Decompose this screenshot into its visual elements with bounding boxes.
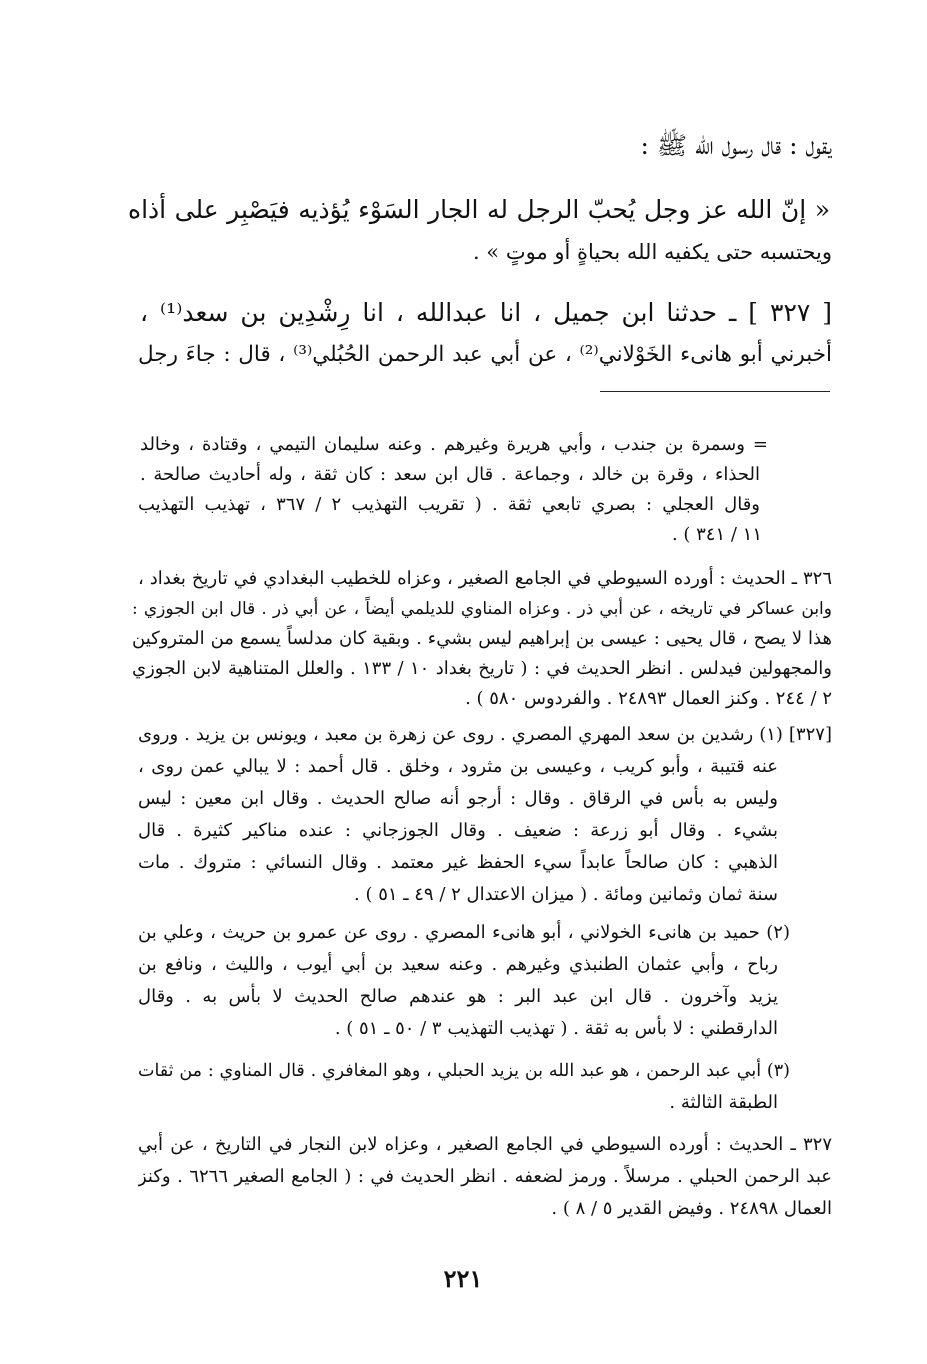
- main-text-line: أخبرني أبو هانىء الخَوْلاني⁽²⁾ ، عن أبي عبد الرحمن الحُبُلي⁽³⁾ ، قال : جاءَ رجل: [138, 342, 832, 367]
- footnote-line: ١١ / ٣٤١ ) .: [671, 524, 762, 545]
- footnote-line: هذا لا يصح ، قال يحيى : عيسى بن إبراهيم ليس بشيء . وبقية كان مدلساً يسمع من المتروكين: [132, 628, 832, 649]
- footnote-line: وليس به بأس في الرقاق . وقال : أرجو أنه صالح الحديث . وقال ابن معين : ليس: [138, 788, 778, 809]
- footnote-line: الدارقطني : لا بأس به ثقة . ( تهذيب التهذيب ٣ / ٥٠ ـ ٥١ ) .: [334, 1018, 778, 1039]
- footnote-line: ٣٢٦ ـ الحديث : أورده السيوطي في الجامع الصغير ، وعزاه للخطيب البغدادي في تاريخ بغداد ،: [138, 568, 832, 589]
- footnote-line: (٢) حميد بن هانىء الخولاني ، أبو هانىء المصري . روى عن عمرو بن حريث ، وعلي بن: [138, 922, 790, 943]
- page-number: ٢٢١: [443, 1264, 483, 1293]
- footnote-line: وابن عساكر في تاريخه ، عن أبي ذر . وعزاه المناوي للديلمي أيضاً ، عن أبي ذر . قال ابن الجوزي :: [132, 599, 832, 619]
- footnote-line: بشيء . وقال أبو زرعة : ضعيف . وقال الجوزجاني : عنده مناكير كثيرة . قال: [138, 820, 778, 841]
- footnote-line: الذهبي : كان صالحاً عابداً سيء الحفظ غير معتمد . وقال النسائي : متروك . مات: [138, 852, 778, 873]
- main-text-line: [ ٣٢٧ ] ـ حدثنا ابن جميل ، انا عبدالله ، انا رِشْدِين بن سعد⁽¹⁾ ،: [140, 298, 832, 327]
- footnote-line: الطبقة الثالثة .: [669, 1092, 778, 1113]
- footnote-line: = وسمرة بن جندب ، وأبي هريرة وغيرهم . وعنه سليمان التيمي ، وقتادة ، وخالد: [140, 434, 768, 455]
- main-text-line: ويحتسبه حتى يكفيه الله بحياةٍ أو موتٍ » .: [472, 240, 832, 264]
- footnote-line: وقال العجلي : بصري تابعي ثقة . ( تقريب التهذيب ٢ / ٣٦٧ ، تهذيب التهذيب: [138, 494, 760, 515]
- footnote-line: (٣) أبي عبد الرحمن ، هو عبد الله بن يزيد الحبلي ، وهو المغافري . قال المناوي : من ثقات: [138, 1061, 790, 1081]
- footnote-line: عنه قتيبة ، وأبو كريب ، وعيسى بن مثرود ، وخلق . قال أحمد : لا يبالي عمن روى ،: [138, 756, 778, 777]
- footnote-line: رباح ، وأبي عثمان الطنبذي وغيرهم . وعنه سعيد بن أبي أيوب ، والليث ، ونافع بن: [138, 954, 778, 975]
- main-text-line: « إنّ الله عز وجل يُحبّ الرجل له الجار السَوْء يُؤذيه فيَصْبِر على أذاه: [128, 195, 830, 224]
- footnote-line: العمال ٢٤٨٩٨ . وفيض القدير ٥ / ٨ ) .: [551, 1198, 832, 1219]
- footnote-line: ٣٢٧ ـ الحديث : أورده السيوطي في الجامع الصغير ، وعزاه لابن النجار في التاريخ ، عن أبي: [138, 1134, 832, 1155]
- main-text-line: يقول : قال رسول الله ﷺ :: [640, 131, 832, 160]
- footnote-divider: [600, 391, 830, 392]
- footnote-line: سنة ثمان وثمانين ومائة . ( ميزان الاعتدال ٢ / ٤٩ ـ ٥١ ) .: [354, 884, 778, 905]
- footnote-line: والمجهولين فيدلس . انظر الحديث في : ( تاريخ بغداد ١٠ / ١٣٣ . والعلل المتناهية لابن الجوزي: [132, 658, 832, 679]
- footnote-line: يزيد وآخرون . قال ابن عبد البر : هو عندهم صالح الحديث لا بأس به . وقال: [138, 986, 778, 1007]
- footnote-line: الحذاء ، وقرة بن خالد ، وجماعة . قال ابن سعد : كان ثقة ، وله أحاديث صالحة .: [140, 464, 760, 485]
- footnote-line: عبد الرحمن الحبلي . مرسلاً . ورمز لضعفه . انظر الحديث في : ( الجامع الصغير ٦٢٦٦ . وكنز: [138, 1166, 832, 1187]
- footnote-line: ٢ / ٢٤٤ . وكنز العمال ٢٤٨٩٣ . والفردوس ٥٨٠ ) .: [465, 688, 832, 709]
- footnote-line: [٣٢٧] (١) رشدين بن سعد المهري المصري . روى عن زهرة بن معبد ، ويونس بن يزيد . وروى: [138, 724, 832, 745]
